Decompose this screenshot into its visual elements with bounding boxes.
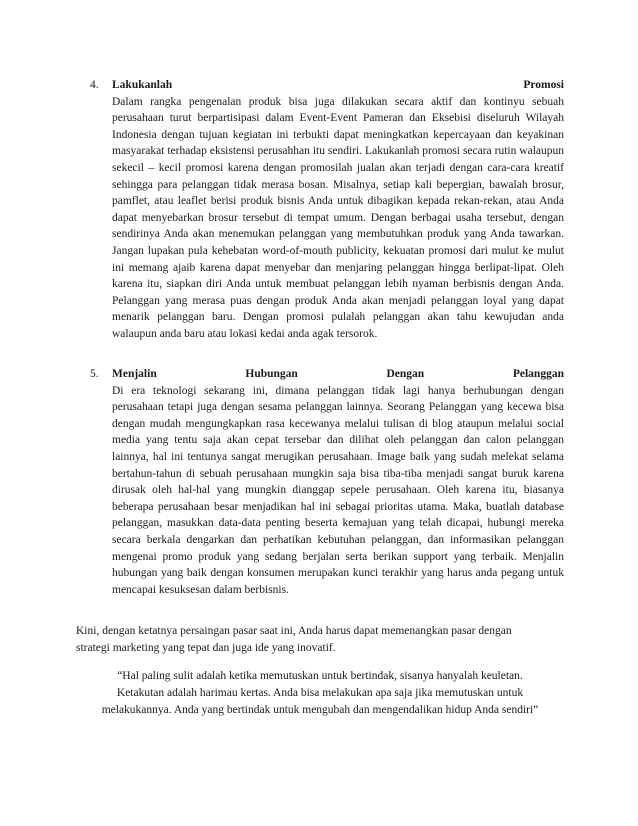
heading-word: Dengan — [386, 368, 425, 380]
list-number: 5. — [90, 368, 99, 380]
heading-word: Lakukanlah — [112, 79, 173, 91]
quote-line: “Hal paling sulit adalah ketika memutuskan untuk bertindak, sisanya hanyalah keuletan. — [117, 670, 523, 682]
list-item-promosi — [90, 77, 564, 343]
item-body: Di era teknologi sekarang ini, dimana pelanggan tidak lagi hanya berhubungan dengan perusahaan tetapi juga dengan sesama pelanggan lainnya. Seorang Pelanggan yang kecewa bisa dengan mudah mengungkapkan rasa kecewanya melalui tulisan di blog ataupun melalui social media yang tentu saja akan cepat tersebar dan dilihat oleh pelanggan dan calon pelanggan lainnya, hal ini tentunya sangat merugikan perusahaan. Image baik yang sudah melekat selama bertahun-tahun di sebuah perusahaan mungkin saja bisa tiba-tiba menjadi sangat buruk karena dirusak oleh hal-hal yang mungkin dianggap sepele perusahaan. Oleh karena itu, biasanya beberapa perusahaan besar menjadikan hal ini sebagai prioritas utama. Maka, buatlah database pelanggan, masukkan data-data penting beserta kemajuan yang telah dicapai, hubungi mereka secara berkala dengarkan dan perhatikan kebutuhan pelanggan, dan informasikan pelanggan mengenai promo produk yang sedang berjalan serta berikan support yang terbaik. Menjalin hubungan yang baik dengan konsumen merupakan kunci terakhir yang harus anda pegang untuk mencapai kesuksesan dalam berbisnis. — [112, 384, 564, 596]
heading-word: Menjalin — [112, 368, 157, 380]
closing-line: strategi marketing yang tepat dan juga ide yang inovatif. — [76, 641, 336, 654]
item-heading — [112, 77, 564, 94]
heading-word: Promosi — [523, 79, 564, 91]
closing-line: Kini, dengan ketatnya persaingan pasar saat ini, Anda harus dapat memenangkan pasar dengan — [76, 625, 512, 637]
quote-line: melakukannya. Anda yang bertindak untuk mengubah dan mengendalikan hidup Anda sendiri” — [101, 704, 539, 717]
list-item-hubungan — [90, 366, 564, 598]
quote-block — [74, 668, 566, 720]
list-number: 4. — [90, 79, 99, 91]
closing-paragraph — [76, 623, 562, 656]
heading-word: Pelanggan — [512, 368, 564, 380]
quote-line: Ketakutan adalah harimau kertas. Anda bisa melakukan apa saja jika memutuskan untuk — [116, 687, 524, 700]
item-body: Dalam rangka pengenalan produk bisa juga dilakukan secara aktif dan kontinyu sebuah perusahaan turut berpartisipasi dalam Event-Event Pameran dan Eksebisi diseluruh Wilayah Indonesia dengan tujuan kegiatan ini terbukti dapat meningkatkan kepercayaan dan keyakinan masyarakat terhadap eksistensi perusahhan itu sendiri. Lakukanlah promosi secara rutin walaupun sekecil – kecil promosi karena dengan promosilah jualan akan terjadi dengan cara-cara kreatif sehingga para pelanggan tidak merasa bosan. Misalnya, setiap kali bepergian, bawalah brosur, pamflet, atau leaflet berisi produk bisnis Anda untuk dibagikan kepada rekan-rekan, atau Anda dapat menyebarkan brosur tersebut di tempat umum. Dengan berbagai usaha tersebut, dengan sendirinya Anda akan menemukan pelanggan yang membutuhkan produk yang Anda tawarkan. Jangan lupakan pula kehebatan word-of-mouth publicity, kekuatan promosi dari mulut ke mulut ini memang ajaib karena dapat menyebar dan menjaring pelanggan hingga berlipat-lipat. Oleh karena itu, siapkan diri Anda untuk membuat pelanggan lebih nyaman berbisnis dengan Anda. Pelanggan yang merasa puas dengan produk Anda akan menjadi pelanggan loyal yang dapat menarik pelanggan baru. Dengan promosi pulalah pelanggan akan tahu kewujudan anda walaupun anda baru atau lokasi kedai anda agak tersorok. — [112, 95, 564, 340]
heading-word: Hubungan — [245, 368, 298, 380]
item-heading — [112, 366, 564, 383]
